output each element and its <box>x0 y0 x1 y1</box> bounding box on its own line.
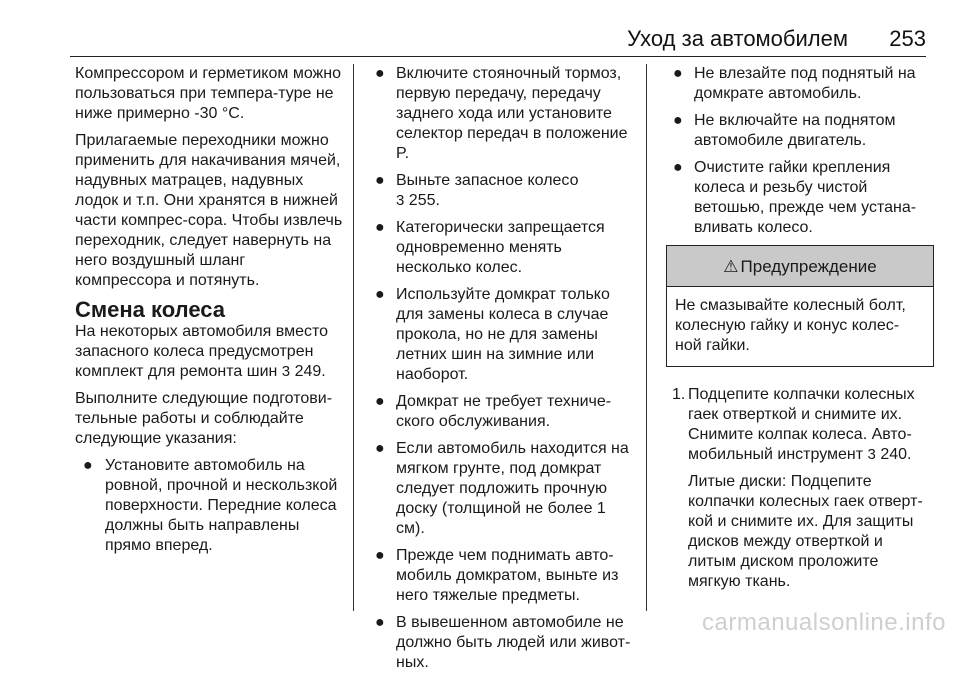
list-item <box>368 218 636 278</box>
list-item-text: Используйте домкрат только для замены колеса в случае прокола, но не для замены летних шин на зимние или наоборот. <box>396 286 610 383</box>
step-number: 1. <box>672 386 686 403</box>
bullet-icon: ● <box>83 457 93 474</box>
repair-kit-text: На некоторых автомобиля вместо запасного колеса предусмотрен комплект для ремонта шин <box>75 323 329 380</box>
bullet-icon: ● <box>375 547 385 564</box>
list-item <box>368 64 636 164</box>
column-divider-2 <box>646 64 647 611</box>
page-reference: 240. <box>880 446 912 463</box>
list-item-text: Категорически запрещается одновременно менять несколько колес. <box>396 219 605 276</box>
page-reference-icon: 3 <box>867 446 876 463</box>
warning-box <box>666 245 934 367</box>
bullet-icon: ● <box>673 112 683 129</box>
list-item-text: Очистите гайки крепления колеса и резьбу чистой ветошью, прежде чем устана-вливать колесо. <box>694 159 917 236</box>
bullet-icon: ● <box>375 65 385 82</box>
list-item-text: Выньте запасное колесо <box>396 172 579 189</box>
bullet-icon: ● <box>673 65 683 82</box>
page-reference: 255. <box>408 192 440 209</box>
heading-wheel-change: Смена колеса <box>75 297 226 322</box>
list-item-text: Домкрат не требует техниче-ского обслуживания. <box>396 393 612 430</box>
step-alloy-wheels-text: Литые диски: Подцепите колпачки колесных гаек отверт-кой и снимите их. Для защиты дисков между отверткой и литым диском проложите мягкую ткань. <box>688 473 923 590</box>
bullet-icon: ● <box>375 286 385 303</box>
bullet-list <box>666 64 934 238</box>
list-item <box>368 392 636 432</box>
list-item <box>368 171 636 211</box>
bullet-list <box>75 456 343 556</box>
column-divider-1 <box>353 64 354 611</box>
column-1 <box>75 64 343 563</box>
list-item-text: Не влезайте под поднятый на домкрате автомобиль. <box>694 65 916 102</box>
bullet-icon: ● <box>375 440 385 457</box>
warning-text: Не смазывайте колесный болт, колесную гайку и конус колес-ной гайки. <box>675 297 906 354</box>
list-item <box>75 456 343 556</box>
bullet-list <box>368 64 636 673</box>
list-item-text: Установите автомобиль на ровной, прочной и нескользкой поверхности. Передние колеса должны быть направлены прямо вперед. <box>105 457 338 554</box>
list-item <box>666 158 934 238</box>
list-item <box>368 546 636 606</box>
bullet-icon: ● <box>673 159 683 176</box>
step-item <box>666 385 934 592</box>
page-reference: 249. <box>294 363 326 380</box>
list-item-text: Если автомобиль находится на мягком грунте, под домкрат следует подложить прочную доску (толщиной не более 1 см). <box>396 440 629 537</box>
list-item <box>368 613 636 673</box>
header-divider <box>70 56 926 57</box>
step-text <box>688 385 934 465</box>
bullet-icon: ● <box>375 614 385 631</box>
list-item-text: Прежде чем поднимать авто-мобиль домкратом, выньте из него тяжелые предметы. <box>396 547 619 604</box>
page-reference-icon: 3 <box>281 363 291 380</box>
warning-header <box>667 246 933 287</box>
bullet-icon: ● <box>375 172 385 189</box>
paragraph-compressor-temperature: Компрессором и герметиком можно пользоваться при темпера-туре не ниже примерно -30 °C. <box>75 65 341 122</box>
list-item-text: Включите стояночный тормоз, первую передачу, передачу заднего хода или установите селектор передач в положение P. <box>396 65 628 162</box>
section-title: Уход за автомобилем <box>627 26 848 51</box>
list-item <box>368 285 636 385</box>
warning-title: Предупреждение <box>740 257 877 276</box>
warning-triangle-icon: ⚠ <box>723 257 739 276</box>
paragraph-repair-kit <box>75 322 343 382</box>
list-item <box>666 111 934 151</box>
list-item <box>666 64 934 104</box>
page-reference-icon: 3 <box>396 192 405 209</box>
paragraph-preparations: Выполните следующие подготови-тельные работы и соблюдайте следующие указания: <box>75 390 333 447</box>
step-main-text: Подцепите колпачки колесных гаек отверткой и снимите их. Снимите колпак колеса. Авто-мобильный инструмент <box>688 386 915 463</box>
watermark: carmanualsonline.info <box>702 609 946 636</box>
list-item <box>368 439 636 539</box>
column-3 <box>666 64 934 599</box>
list-item-text: В вывешенном автомобиле не должно быть людей или живот-ных. <box>396 614 631 671</box>
page-header <box>0 0 960 50</box>
steps-list <box>666 385 934 592</box>
bullet-icon: ● <box>375 393 385 410</box>
page-number: 253 <box>889 26 926 51</box>
column-2 <box>368 64 636 680</box>
bullet-icon: ● <box>375 219 385 236</box>
list-item-text: Не включайте на поднятом автомобиле двигатель. <box>694 112 896 149</box>
paragraph-adapters: Прилагаемые переходники можно применить для накачивания мячей, надувных матрацев, надувных лодок и т.п. Они хранятся в нижней части компрес-сора. Чтобы извлечь переходник, следует навернуть на него воздушный шланг компрессора и потянуть. <box>75 132 343 289</box>
